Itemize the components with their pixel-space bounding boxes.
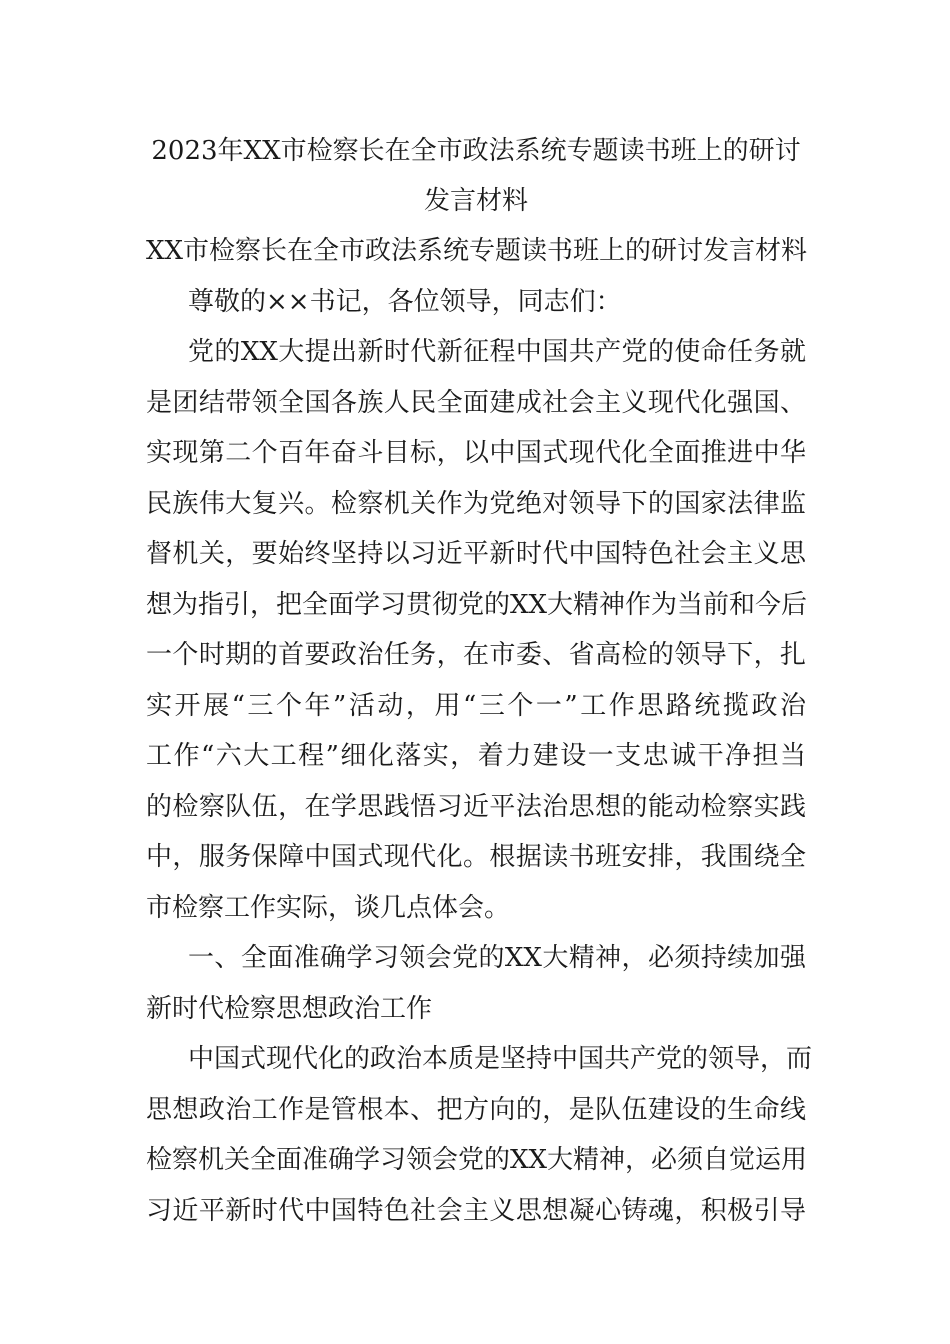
- paragraph-line: 一个时期的首要政治任务，在市委、省高检的领导下，扎: [146, 640, 806, 670]
- document-page: [146, 126, 813, 1236]
- paragraph-line: 习近平新时代中国特色社会主义思想凝心铸魂，积极引导: [146, 1195, 806, 1226]
- section-heading-1: [146, 933, 806, 1034]
- document-title-line1: 2023年XX市检察长在全市政法系统专题读书班上的研讨: [151, 136, 801, 166]
- paragraph-line: 思想政治工作是管根本、把方向的，是队伍建设的生命线: [146, 1094, 806, 1125]
- heading-line: 一、全面准确学习领会党的XX大精神，必须持续加强: [188, 943, 806, 973]
- document-subtitle: XX市检察长在全市政法系统专题读书班上的研讨发言材料: [146, 236, 808, 266]
- heading-line: 新时代检察思想政治工作: [146, 993, 433, 1024]
- paragraph-line: 督机关，要始终坚持以习近平新时代中国特色社会主义思: [146, 539, 806, 569]
- paragraph-line: 市检察工作实际，谈几点体会。: [146, 892, 511, 923]
- paragraph-line: 的检察队伍，在学思践悟习近平法治思想的能动检察实践: [146, 791, 806, 822]
- paragraph-line: 实开展“三个年”活动，用“三个一”工作思路统揽政治: [146, 690, 806, 721]
- paragraph-2: [146, 1034, 813, 1236]
- paragraph-line: 民族伟大复兴。检察机关作为党绝对领导下的国家法律监: [146, 488, 806, 519]
- document-title-line2: 发言材料: [423, 186, 528, 216]
- paragraph-line: 想为指引，把全面学习贯彻党的XX大精神作为当前和今后: [146, 589, 808, 620]
- salutation: 尊敬的××书记，各位领导，同志们：: [188, 286, 622, 317]
- paragraph-1: [146, 327, 806, 933]
- paragraph-line: 中国式现代化的政治本质是坚持中国共产党的领导，而: [188, 1044, 813, 1074]
- paragraph-line: 检察机关全面准确学习领会党的XX大精神，必须自觉运用: [146, 1145, 808, 1175]
- paragraph-line: 是团结带领全国各族人民全面建成社会主义现代化强国、: [146, 387, 806, 418]
- paragraph-line: 工作“六大工程”细化落实，着力建设一支忠诚干净担当: [146, 741, 806, 771]
- paragraph-line: 中，服务保障中国式现代化。根据读书班安排，我围绕全: [146, 842, 806, 872]
- paragraph-line: 党的XX大提出新时代新征程中国共产党的使命任务就: [188, 337, 806, 367]
- paragraph-line: 实现第二个百年奋斗目标，以中国式现代化全面推进中华: [146, 438, 806, 468]
